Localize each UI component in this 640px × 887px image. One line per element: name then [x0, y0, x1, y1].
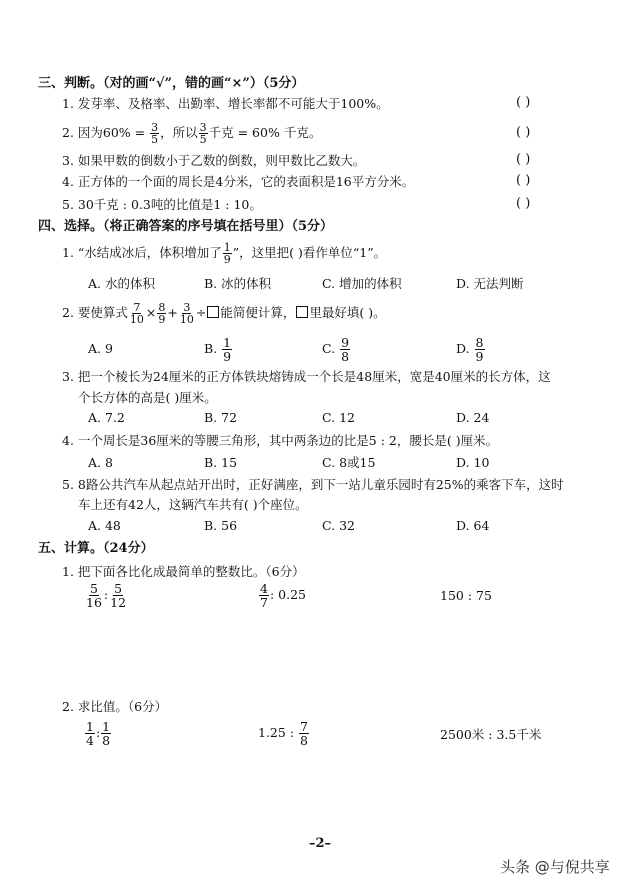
- s4-q3-option-d[interactable]: D. 24: [456, 410, 490, 425]
- blank-box-icon: [207, 306, 219, 318]
- s4-q5-line2: 车上还有42人，这辆汽车共有( )个座位。: [78, 497, 308, 512]
- s5-q1-expr3: 150 : 75: [440, 588, 492, 603]
- s4-q4-line1: 4. 一个周长是36厘米的等腰三角形，其中两条边的比是5 : 2，腰长是( )厘米。: [62, 433, 499, 448]
- s4-q3-line2: 个长方体的高是( )厘米。: [78, 390, 217, 405]
- s3-q3-answer[interactable]: ( ): [516, 152, 531, 167]
- s5-q2-expr2: 1.25 : $\frac{7}{8}$: [258, 719, 308, 748]
- s4-q2: 2. 要使算式 $\frac{7}{10}$ × $\frac{8}{9}$ + $\frac{3}{10}$ ÷ 能简便计算， 里最好填( )。: [62, 301, 386, 326]
- s4-q2-option-d[interactable]: D. $\frac{8}{9}$: [456, 335, 484, 364]
- s4-q5-option-b[interactable]: B. 56: [204, 518, 238, 533]
- s4-q4-option-c[interactable]: C. 8或15: [322, 455, 376, 470]
- s4-q1-option-b[interactable]: B. 冰的体积: [204, 276, 272, 291]
- s4-q2-option-b[interactable]: B. $\frac{1}{9}$: [204, 335, 232, 364]
- s5-q2-expr1: $\frac{1}{4}$ : $\frac{1}{8}$: [86, 719, 111, 748]
- s4-q3-line1: 3. 把一个棱长为24厘米的正方体铁块熔铸成一个长是48厘米，宽是40厘米的长方体，这: [62, 369, 551, 384]
- section-4-title: 四、选择。（将正确答案的序号填在括号里）（5分）: [38, 219, 334, 234]
- s4-q1: 1. “水结成冰后，体积增加了 $\frac{1}{9}$ ”，这里把( )看作单位“1”。: [62, 241, 387, 266]
- s5-q2-expr3: 2500米 : 3.5千米: [440, 727, 542, 742]
- s4-q4-option-a[interactable]: A. 8: [88, 455, 113, 470]
- s4-q3-option-b[interactable]: B. 72: [204, 410, 238, 425]
- s4-q2-option-a[interactable]: A. 9: [88, 341, 113, 356]
- blank-box-icon: [296, 306, 308, 318]
- s4-q4-option-b[interactable]: B. 15: [204, 455, 238, 470]
- s5-q1-expr2: $\frac{4}{7}$ : 0.25: [260, 581, 306, 610]
- s3-q5-answer[interactable]: ( ): [516, 196, 531, 211]
- s4-q5-option-a[interactable]: A. 48: [88, 518, 121, 533]
- s4-q5-option-d[interactable]: D. 64: [456, 518, 490, 533]
- s4-q1-option-c[interactable]: C. 增加的体积: [322, 276, 402, 291]
- s3-q4: 4. 正方体的一个面的周长是4分米，它的表面积是16平方分米。: [62, 174, 415, 189]
- s3-q1: 1. 发芽率、及格率、出勤率、增长率都不可能大于100%。: [62, 96, 389, 111]
- s4-q3-option-a[interactable]: A. 7.2: [88, 410, 125, 425]
- s4-q4-option-d[interactable]: D. 10: [456, 455, 490, 470]
- s4-q3-option-c[interactable]: C. 12: [322, 410, 355, 425]
- s4-q1-option-d[interactable]: D. 无法判断: [456, 276, 524, 291]
- watermark: 头条 @与倪共享: [500, 858, 610, 876]
- s4-q5-option-c[interactable]: C. 32: [322, 518, 355, 533]
- s3-q2-answer[interactable]: ( ): [516, 125, 531, 140]
- s5-q2-title: 2. 求比值。（6分）: [62, 699, 168, 714]
- s3-q4-answer[interactable]: ( ): [516, 173, 531, 188]
- page-number: –2–: [308, 836, 332, 851]
- s4-q5-line1: 5. 8路公共汽车从起点站开出时，正好满座，到下一站儿童乐园时有25%的乘客下车，这时: [62, 477, 564, 492]
- s5-q1-title: 1. 把下面各比化成最简单的整数比。（6分）: [62, 564, 305, 579]
- section-5-title: 五、计算。（24分）: [38, 541, 154, 556]
- s4-q1-option-a[interactable]: A. 水的体积: [88, 276, 155, 291]
- s3-q1-answer[interactable]: ( ): [516, 95, 531, 110]
- s3-q2: 2. 因为60% = $\frac{3}{5}$ ，所以 $\frac{3}{5}$ 千克 = 60% 千克。: [62, 121, 322, 146]
- s3-q3: 3. 如果甲数的倒数小于乙数的倒数，则甲数比乙数大。: [62, 153, 366, 168]
- s4-q2-option-c[interactable]: C. $\frac{9}{8}$: [322, 335, 350, 364]
- s5-q1-expr1: $\frac{5}{16}$ : $\frac{5}{12}$: [86, 581, 127, 610]
- s3-q5: 5. 30千克 : 0.3吨的比值是1 : 10。: [62, 197, 262, 212]
- section-3-title: 三、判断。（对的画“√”，错的画“×”）（5分）: [38, 76, 305, 91]
